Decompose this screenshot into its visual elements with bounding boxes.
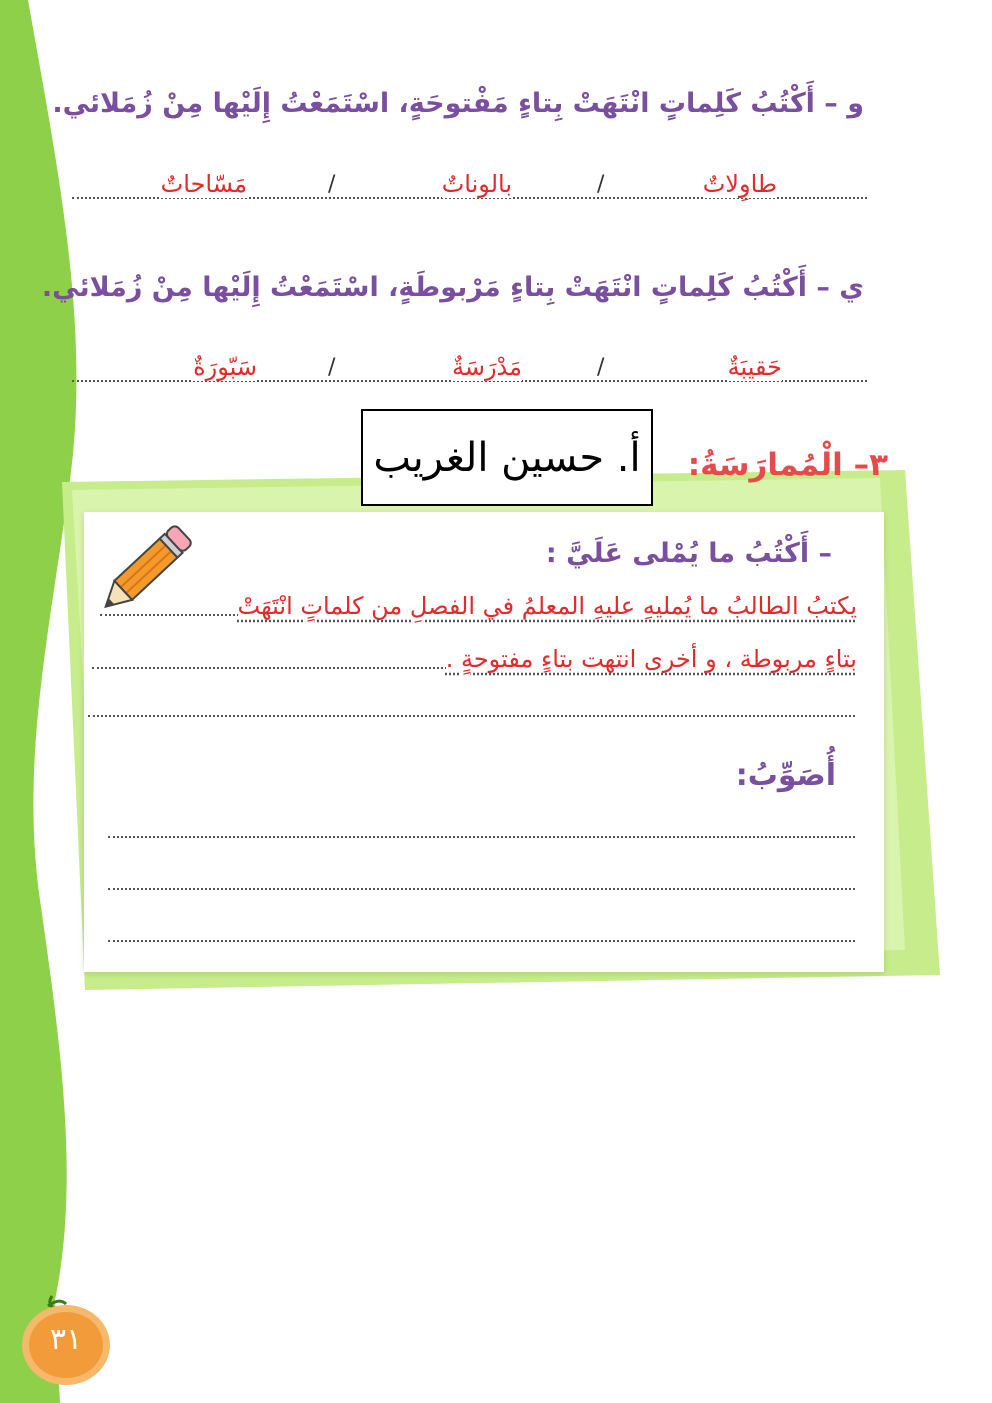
separator: / [597,172,605,197]
section-title: ٣– الْمُمارَسَةُ: [687,447,888,483]
correction-line-2[interactable] [108,888,855,890]
question-ya-label: ي – أَكْتُبُ كَلِماتٍ انْتَهَتْ بِتاءٍ مَرْبوطَةٍ، اسْتَمَعْتُ إِلَيْها مِنْ زُمَلائي. [41,272,864,303]
dictation-answer-line-2: بتاءٍ مربوطة ، و أخرى انتهت بتاءٍ مفتوحةٍ . [445,645,857,673]
answer-word-1: حَقيبَةٌ [727,353,782,381]
practice-card [84,512,884,972]
separator: / [328,355,336,380]
answer-word-2: بالوناتٌ [441,170,512,198]
teacher-name: أ. حسين الغريب [373,434,641,481]
separator: / [597,355,605,380]
question-waw-label: و – أَكْتُبُ كَلِماتٍ انْتَهَتْ بِتاءٍ مَفْتوحَةٍ، اسْتَمَعْتُ إِلَيْها مِنْ زُمَلائي. [52,88,864,119]
separator: / [328,172,336,197]
dictation-answer-line-1: يكتبُ الطالبُ ما يُمليهِ عليهِ المعلمُ في الفصلِ من كلماتٍ انْتَهَتْ [237,592,857,620]
correction-line-3[interactable] [108,940,855,942]
answer-word-2: مَدْرَسَةٌ [451,353,522,381]
answer-word-3: سَبّورَةٌ [193,353,257,381]
correction-label: أُصَوِّبُ: [735,758,836,793]
teacher-name-box [361,409,653,506]
answer-word-3: مَسّاحاتٌ [160,170,247,198]
dictation-line-3[interactable] [88,715,855,717]
page-number: ٣١ [49,1322,83,1357]
pencil-icon [96,520,201,620]
dictation-instruction: – أَكْتُبُ ما يُمْلى عَلَيَّ : [545,538,832,569]
answer-word-1: طاوِلاتٌ [702,170,777,198]
correction-line-1[interactable] [108,836,855,838]
